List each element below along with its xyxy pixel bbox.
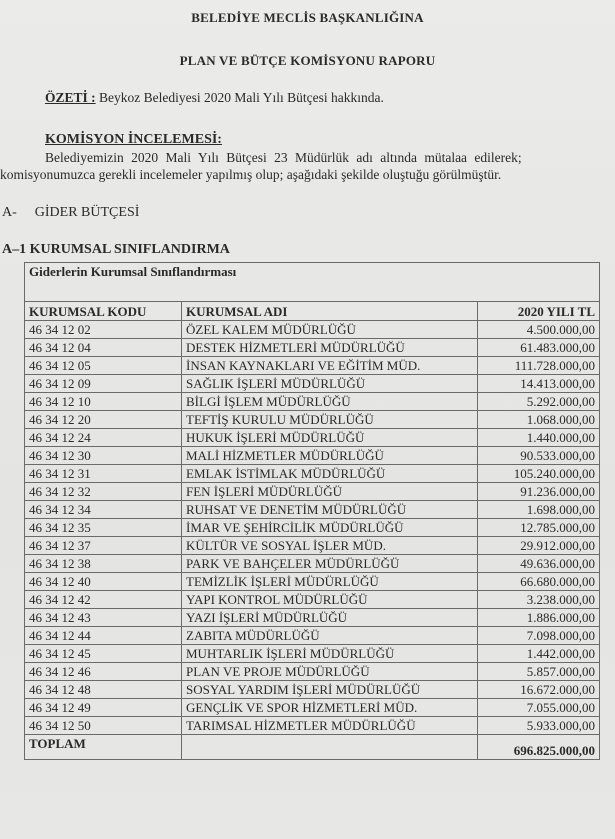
row-amount: 49.636.000,00 [478,555,600,573]
table-row [25,321,600,339]
table-total-row [25,735,600,760]
row-code: 46 34 12 24 [25,429,182,447]
total-amount: 696.825.000,00 [478,735,600,760]
row-amount: 16.672.000,00 [478,681,600,699]
row-amount: 1.698.000,00 [478,501,600,519]
table-caption: Giderlerin Kurumsal Sınıflandırması [25,263,600,302]
table-row [25,447,600,465]
row-name: BİLGİ İŞLEM MÜDÜRLÜĞÜ [182,393,478,411]
review-paragraph-line-2: komisyonumuzca gerekli incelemeler yapılmış olup; aşağıdaki şekilde oluştuğu görülmüştür. [0,167,502,182]
row-name: EMLAK İSTİMLAK MÜDÜRLÜĞÜ [182,465,478,483]
row-code: 46 34 12 48 [25,681,182,699]
row-name: MALİ HİZMETLER MÜDÜRLÜĞÜ [182,447,478,465]
summary-line [45,90,384,106]
section-letter: A- [2,205,17,220]
row-amount: 105.240.000,00 [478,465,600,483]
row-code: 46 34 12 05 [25,357,182,375]
table-row [25,573,600,591]
row-name: GENÇLİK VE SPOR HİZMETLERİ MÜD. [182,699,478,717]
table-row [25,483,600,501]
row-name: TARIMSAL HİZMETLER MÜDÜRLÜĞÜ [182,717,478,735]
row-name: YAZI İŞLERİ MÜDÜRLÜĞÜ [182,609,478,627]
row-amount: 1.886.000,00 [478,609,600,627]
table-row [25,339,600,357]
table-row [25,465,600,483]
row-amount: 61.483.000,00 [478,339,600,357]
institutional-classification-table [24,262,600,760]
row-amount: 1.440.000,00 [478,429,600,447]
row-code: 46 34 12 20 [25,411,182,429]
row-code: 46 34 12 42 [25,591,182,609]
row-name: ÖZEL KALEM MÜDÜRLÜĞÜ [182,321,478,339]
header-name: KURUMSAL ADI [182,302,478,321]
row-code: 46 34 12 40 [25,573,182,591]
summary-text: Beykoz Belediyesi 2020 Mali Yılı Bütçesi hakkında. [95,90,384,105]
table-row [25,717,600,735]
row-amount: 90.533.000,00 [478,447,600,465]
section-title: GİDER BÜTÇESİ [34,205,140,220]
table-row [25,429,600,447]
row-code: 46 34 12 43 [25,609,182,627]
row-code: 46 34 12 38 [25,555,182,573]
row-amount: 7.098.000,00 [478,627,600,645]
row-code: 46 34 12 44 [25,627,182,645]
row-name: İMAR VE ŞEHİRCİLİK MÜDÜRLÜĞÜ [182,519,478,537]
section-heading [2,205,139,221]
row-code: 46 34 12 09 [25,375,182,393]
commission-review-heading: KOMİSYON İNCELEMESİ: [45,132,222,147]
table-row [25,681,600,699]
row-name: RUHSAT VE DENETİM MÜDÜRLÜĞÜ [182,501,478,519]
summary-label: ÖZETİ : [45,90,96,105]
row-name: HUKUK İŞLERİ MÜDÜRLÜĞÜ [182,429,478,447]
row-code: 46 34 12 30 [25,447,182,465]
table-row [25,663,600,681]
row-name: KÜLTÜR VE SOSYAL İŞLER MÜD. [182,537,478,555]
row-name: SAĞLIK İŞLERİ MÜDÜRLÜĞÜ [182,375,478,393]
addressee-title: BELEDİYE MECLİS BAŞKANLIĞINA [191,10,424,25]
row-code: 46 34 12 46 [25,663,182,681]
row-name: PARK VE BAHÇELER MÜDÜRLÜĞÜ [182,555,478,573]
row-amount: 7.055.000,00 [478,699,600,717]
row-name: DESTEK HİZMETLERİ MÜDÜRLÜĞÜ [182,339,478,357]
table-row [25,501,600,519]
row-name: SOSYAL YARDIM İŞLERİ MÜDÜRLÜĞÜ [182,681,478,699]
table-row [25,519,600,537]
header-code: KURUMSAL KODU [25,302,182,321]
total-name-empty [182,735,478,760]
row-name: YAPI KONTROL MÜDÜRLÜĞÜ [182,591,478,609]
row-amount: 12.785.000,00 [478,519,600,537]
table-row [25,627,600,645]
row-name: İNSAN KAYNAKLARI VE EĞİTİM MÜD. [182,357,478,375]
row-amount: 111.728.000,00 [478,357,600,375]
table-header-row [25,302,600,321]
row-amount: 3.238.000,00 [478,591,600,609]
row-amount: 1.442.000,00 [478,645,600,663]
table-row [25,375,600,393]
row-code: 46 34 12 34 [25,501,182,519]
row-code: 46 34 12 50 [25,717,182,735]
row-code: 46 34 12 04 [25,339,182,357]
review-paragraph-line-1: Belediyemizin 2020 Mali Yılı Bütçesi 23 Müdürlük adı altında mütalaa edilerek; [45,150,522,165]
table-row [25,393,600,411]
table-row [25,357,600,375]
row-code: 46 34 12 49 [25,699,182,717]
report-title: PLAN VE BÜTÇE KOMİSYONU RAPORU [179,53,436,68]
row-amount: 14.413.000,00 [478,375,600,393]
total-label: TOPLAM [25,735,182,760]
row-name: ZABITA MÜDÜRLÜĞÜ [182,627,478,645]
row-code: 46 34 12 10 [25,393,182,411]
row-amount: 5.857.000,00 [478,663,600,681]
row-code: 46 34 12 02 [25,321,182,339]
row-name: MUHTARLIK İŞLERİ MÜDÜRLÜĞÜ [182,645,478,663]
table-row [25,537,600,555]
row-code: 46 34 12 37 [25,537,182,555]
row-code: 46 34 12 32 [25,483,182,501]
table-row [25,591,600,609]
row-name: PLAN VE PROJE MÜDÜRLÜĞÜ [182,663,478,681]
row-amount: 5.933.000,00 [478,717,600,735]
row-name: FEN İŞLERİ MÜDÜRLÜĞÜ [182,483,478,501]
row-amount: 4.500.000,00 [478,321,600,339]
row-name: TEMİZLİK İŞLERİ MÜDÜRLÜĞÜ [182,573,478,591]
table-row [25,555,600,573]
subsection-heading: A–1 KURUMSAL SINIFLANDIRMA [2,242,230,257]
row-amount: 66.680.000,00 [478,573,600,591]
row-amount: 5.292.000,00 [478,393,600,411]
table-row [25,699,600,717]
row-code: 46 34 12 45 [25,645,182,663]
table-row [25,609,600,627]
row-amount: 91.236.000,00 [478,483,600,501]
row-amount: 1.068.000,00 [478,411,600,429]
table-row [25,645,600,663]
row-code: 46 34 12 31 [25,465,182,483]
table-row [25,411,600,429]
row-amount: 29.912.000,00 [478,537,600,555]
row-name: TEFTİŞ KURULU MÜDÜRLÜĞÜ [182,411,478,429]
row-code: 46 34 12 35 [25,519,182,537]
table-caption-row [25,263,600,302]
header-amount: 2020 YILI TL [478,302,600,321]
